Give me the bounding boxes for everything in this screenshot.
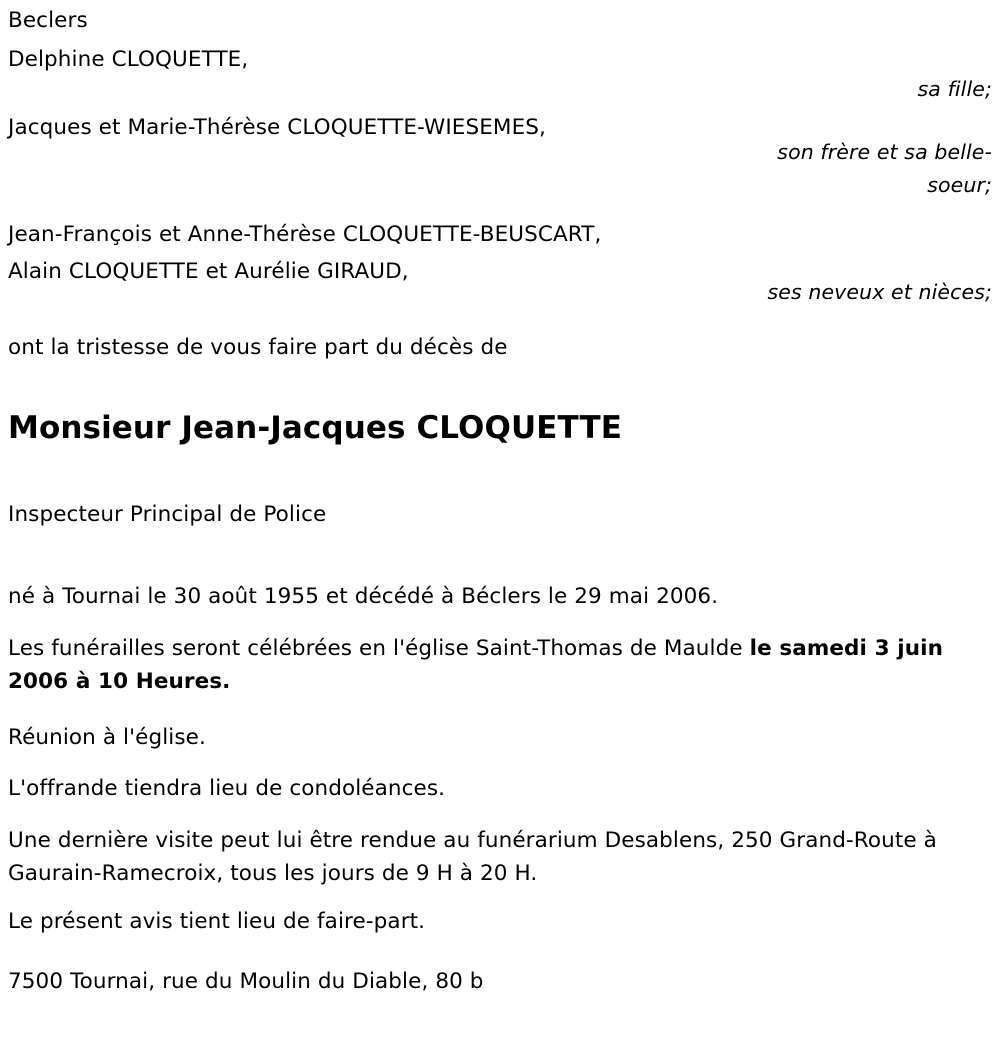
offering-note: L'offrande tiendra lieu de condoléances. bbox=[8, 776, 446, 801]
family-address: 7500 Tournai, rue du Moulin du Diable, 80 b bbox=[8, 969, 484, 994]
family-member-nephew-couple-1: Jean-François et Anne-Thérèse CLOQUETTE-BEUSCART, bbox=[8, 222, 602, 247]
family-member-daughter: Delphine CLOQUETTE, bbox=[8, 47, 249, 72]
reunion-note: Réunion à l'église. bbox=[8, 725, 206, 750]
deceased-name-heading: Monsieur Jean-Jacques CLOQUETTE bbox=[8, 410, 622, 446]
funeral-service-paragraph bbox=[8, 632, 960, 698]
locality-line: Beclers bbox=[8, 8, 88, 33]
visitation-paragraph: Une dernière visite peut lui être rendue au funérarium Desablens, 250 Grand-Route à Gaurain-Ramecroix, tous les jours de 9 H à 20 H. bbox=[8, 828, 937, 886]
family-member-brother-sisterinlaw: Jacques et Marie-Thérèse CLOQUETTE-WIESEMES, bbox=[8, 115, 546, 140]
notice-in-lieu-statement: Le présent avis tient lieu de faire-part. bbox=[8, 909, 426, 934]
relation-label-daughter: sa fille; bbox=[917, 77, 992, 101]
relation-label-brother-sisterinlaw: son frère et sa belle-soeur; bbox=[777, 140, 992, 197]
deceased-occupation: Inspecteur Principal de Police bbox=[8, 502, 327, 527]
family-member-nephew-couple-2: Alain CLOQUETTE et Aurélie GIRAUD, bbox=[8, 259, 409, 284]
relation-label-nephews-nieces: ses neveux et nièces; bbox=[767, 280, 992, 304]
birth-and-death-details: né à Tournai le 30 août 1955 et décédé à Béclers le 29 mai 2006. bbox=[8, 584, 719, 609]
announcement-lead-text: ont la tristesse de vous faire part du décès de bbox=[8, 335, 508, 360]
funeral-service-text: Les funérailles seront célébrées en l'église Saint-Thomas de Maulde bbox=[8, 636, 750, 661]
funeral-service-datetime: le samedi 3 juin 2006 à 10 Heures. bbox=[8, 636, 943, 694]
